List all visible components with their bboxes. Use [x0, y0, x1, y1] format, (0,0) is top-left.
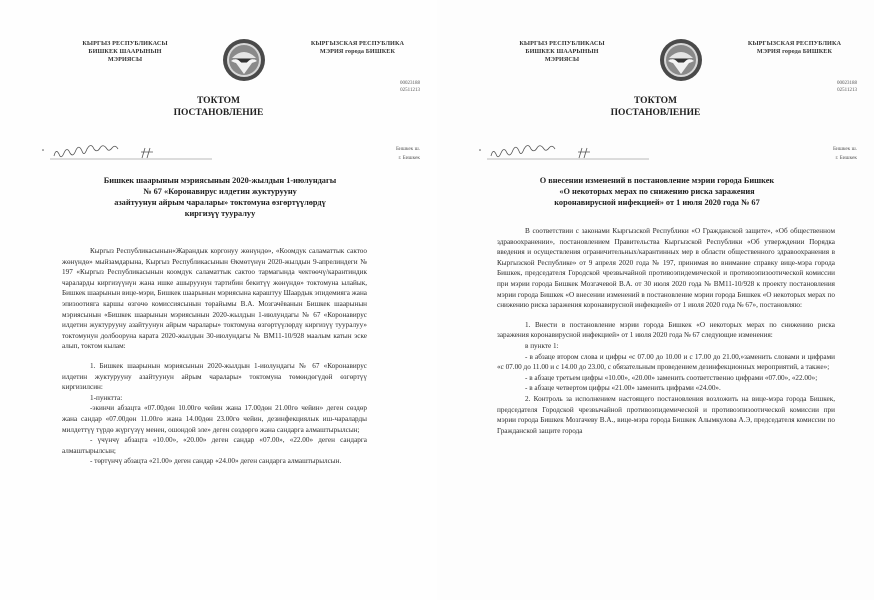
place-line: Бишкек ш. — [395, 146, 420, 152]
header-russian — [295, 40, 420, 56]
reg-number: 00023188 — [400, 81, 420, 86]
clause-paragraph: -экинчи абзацта «07.00дөн 10.00гө чейин жана 17.00дөн 21.00гө чейин» деген сөздөр жана сандар «07.00дөн 11.00гө жана 14.00дөн 23.00гө чейин, дезинфекциялык иш-чараларды милдеттүү түрдө жүргүзүү менен, ошондой эле» деген сөздөргө жана сандарга алмаштырылсын; — [62, 404, 367, 434]
clause-paragraph: - үчүнчү абзацта «10.00», «20.00» деген сандар «07.00», «22.00» деген сандарга алмаштырылсын; — [62, 436, 367, 455]
subject-line: киргизүү тууралуу — [184, 209, 256, 218]
clause-paragraph: 1. Бишкек шаарынын мэриясынын 2020-жылдын 1-июлундагы № 67 «Коронавирус илдетин жуктурууну азайтуунун айрым чаралары» токтомуна төмөндөгүдөй өзгөртүү киргизилсин: — [62, 361, 367, 392]
header-line: БИШКЕК ШААРЫНЫН — [525, 48, 599, 55]
clause-paragraph: 2. Контроль за исполнением настоящего постановления возложить на вице-мэра города Бишкек, председателя Городской чрезвычайной противоэпидемической и противоэпизоотической комиссии при мэрии города Бишкек Мозгачеву В.А., вице-мэра города Бишкек Алымкулова А.Э, председателя комиссии по Гражданской защите города — [497, 394, 835, 435]
clause-paragraph: 1. Внести в постановление мэрии города Бишкек «О некоторых мерах по снижению риска заражения коронавирусной инфекцией» от 1 июля 2020 года № 67 следующие изменения: — [497, 320, 835, 340]
subject-line: Бишкек шаарынын мэриясынын 2020-жылдын 1-июлундагы — [103, 176, 337, 185]
handwritten-date-number — [477, 142, 657, 164]
clause-paragraph: в пункте 1: — [525, 341, 559, 350]
header-line: МЭРИЯ города БИШКЕК — [319, 48, 396, 55]
title-russian: ПОСТАНОВЛЕНИЕ — [173, 108, 264, 118]
document-russian — [437, 0, 874, 600]
clause-paragraph: 1-пунктта: — [90, 393, 123, 402]
header-line: БИШКЕК ШААРЫНЫН — [88, 48, 162, 55]
header-kyrgyz — [65, 40, 185, 64]
reg-number: 02511213 — [400, 88, 420, 93]
state-emblem-icon — [222, 38, 266, 82]
clause-paragraph: - в абзаце четвертом цифры «21.00» заменить цифрами «24.00». — [525, 384, 721, 393]
header-russian — [732, 40, 857, 56]
header-kyrgyz — [502, 40, 622, 64]
document-title — [587, 95, 724, 119]
header-line: МЭРИЯСЫ — [544, 56, 580, 63]
clause-paragraph: - в абзаце третьем цифры «10.00», «20.00» заменить соответственно цифрами «07.00», «22.00»; — [525, 373, 818, 382]
place-line: Бишкек ш. — [832, 146, 857, 152]
header-line: КЫРГЫЗ РЕСПУБЛИКАСЫ — [82, 40, 168, 47]
reg-number: 02511213 — [837, 88, 857, 93]
subject-line: азайтуунун айрым чаралары» токтомуна өзгөртүүлөрдү — [114, 198, 326, 207]
state-emblem-icon — [659, 38, 703, 82]
header-line: КЫРГЫЗСКАЯ РЕСПУБЛИКА — [747, 40, 842, 47]
resolution-body — [62, 246, 367, 467]
preamble-paragraph: Кыргыз Республикасынын«Жарандык коргонуу жөнүндө», «Коомдук саламаттык сактоо жөнүндө» мыйзамдарына, Кыргыз Республикасынын Өкмөтүнүн 2020-жылдын 9-апрелиндеги № 197 «Кыргыз Республикасынын коомдук саламаттык сактоо тармагында чектөөчү/карантиндик чараларды киргизүүнүн жана ишке ашыруунун тартибин бекитүү жөнүндө» токтомуна ылайык, Бишкек шаарынын вице-мэри, Бишкек шаарынын мэриясына караштуу Шаардык эпидемияга жана эпизоотияга каршы өзгөчө комиссиясынын төрайымы В.А. Мозгачёванын Бишкек шаарынын мэриясынын «Бишкек шаарынын мэриясынын 2020-жылдын 1-июлундагы № 67 «Коронавирус илдетин жуктурууну азайтуунун айрым чаралары» токтомуна өзгөртүүлөрдү киргизүү тууралуу» токтомунун долбооруна карата 2020-жылдын 30-июлундагы № ВМ11-10/928 маалым катын эске алып, токтом кылам: — [62, 247, 367, 351]
resolution-subject — [75, 175, 365, 219]
clause-paragraph: - төртүнчү абзацта «21.00» деген сандар «24.00» деген сандарга алмаштырылсын. — [90, 457, 342, 466]
registration-numbers — [380, 80, 420, 94]
title-kyrgyz: ТОКТОМ — [196, 96, 241, 106]
subject-line: О внесении изменений в постановление мэрии города Бишкек — [539, 176, 775, 185]
clause-paragraph: - в абзаце втором слова и цифры «с 07.00 до 10.00 и с 17.00 до 21.00,»заменить словами и цифрами «с 07.00 до 11.00 и с 14.00 до 23.00, с обязательным проведением дезинфекционных мероприятий, а также»; — [497, 352, 835, 372]
title-russian: ПОСТАНОВЛЕНИЕ — [610, 108, 701, 118]
document-title — [150, 95, 287, 119]
header-line: КЫРГЫЗСКАЯ РЕСПУБЛИКА — [310, 40, 405, 47]
subject-line: коронавирусной инфекцией» от 1 июля 2020 года № 67 — [554, 198, 760, 207]
subject-line: «О некоторых мерах по снижению риска заражения — [559, 187, 755, 196]
place-line: г. Бишкек — [835, 155, 857, 161]
header-line: МЭРИЯСЫ — [107, 56, 143, 63]
place-of-issue — [802, 145, 857, 163]
preamble-paragraph: В соответствии с законами Кыргызской Республики «О Гражданской защите», «Об общественном здравоохранении», постановлением Правительства Кыргызской Республики «Об утверждении Порядка введения и осуществления ограничительных/карантинных мер в области общественного здравоохранения в Кыргызской Республике» от 9 апреля 2020 года № 197, принимая во внимание справку вице-мэра города Бишкек, председателя Городской чрезвычайной противоэпидемической и противоэпизоотической комиссии при мэрии города Бишкек Мозгачевой В.А. от 30 июля 2020 года № ВМ11-10/928 к проекту постановления мэрии города Бишкек «О внесении изменений в постановление мэрии города Бишкек «О некоторых мерах по снижению риска заражения коронавирусной инфекцией» от 1 июля 2020 года № 67», постановляю: — [497, 227, 835, 310]
resolution-body — [497, 226, 835, 436]
subject-line: № 67 «Коронавирус илдетин жуктурууну — [143, 187, 297, 196]
reg-number: 00023188 — [837, 81, 857, 86]
header-line: МЭРИЯ города БИШКЕК — [756, 48, 833, 55]
registration-numbers — [817, 80, 857, 94]
handwritten-date-number — [40, 142, 220, 164]
resolution-subject — [507, 175, 807, 208]
place-line: г. Бишкек — [398, 155, 420, 161]
header-line: КЫРГЫЗ РЕСПУБЛИКАСЫ — [519, 40, 605, 47]
place-of-issue — [365, 145, 420, 163]
title-kyrgyz: ТОКТОМ — [633, 96, 678, 106]
